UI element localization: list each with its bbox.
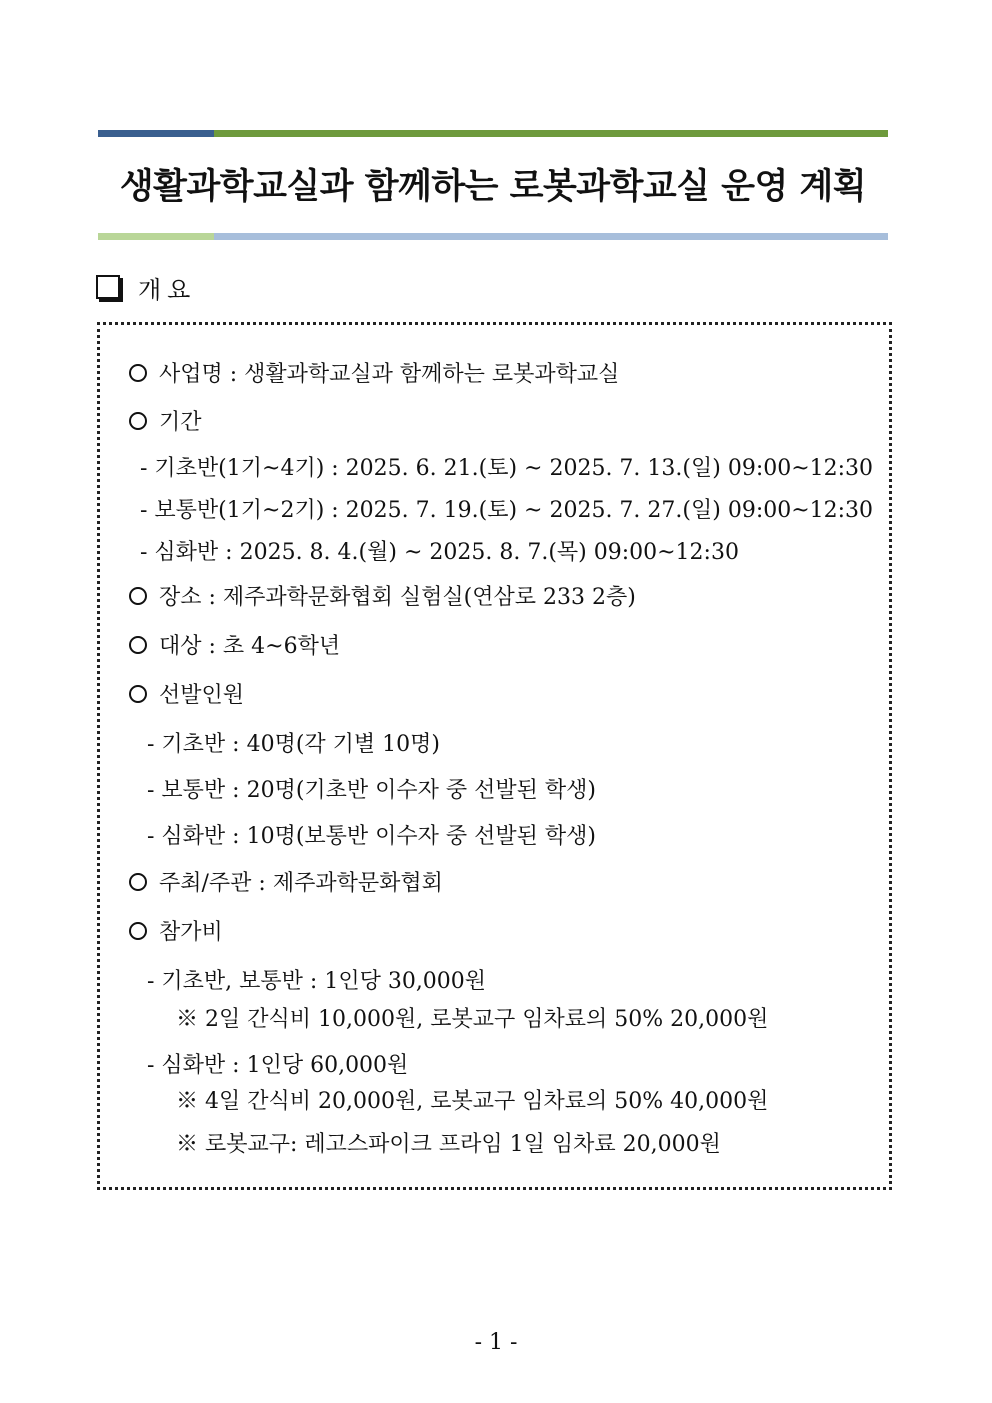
item-host: 주최/주관 : 제주과학문화협회 bbox=[129, 869, 443, 899]
item-business-name: 사업명 : 생활과학교실과 함께하는 로봇과학교실 bbox=[129, 360, 619, 390]
item-period: 기간 bbox=[129, 408, 202, 438]
robot-note: ※ 로봇교구: 레고스파이크 프라임 1일 임차료 20,000원 bbox=[176, 1132, 721, 1157]
item-selection: 선발인원 bbox=[129, 681, 244, 711]
checkbox-icon bbox=[96, 275, 120, 299]
circle-bullet-icon bbox=[129, 636, 147, 654]
page-number: - 1 - bbox=[474, 1330, 518, 1355]
fee-basic-note: ※ 2일 간식비 10,000원, 로봇교구 임차료의 50% 20,000원 bbox=[176, 1007, 769, 1032]
circle-bullet-icon bbox=[129, 364, 147, 382]
period-advanced: - 심화반 : 2025. 8. 4.(월) ~ 2025. 8. 7.(목) 09:00~12:30 bbox=[140, 540, 739, 565]
selection-advanced: - 심화반 : 10명(보통반 이수자 중 선발된 학생) bbox=[147, 824, 596, 849]
fee-advanced: - 심화반 : 1인당 60,000원 bbox=[147, 1053, 409, 1078]
circle-bullet-icon bbox=[129, 412, 147, 430]
item-target: 대상 : 초 4~6학년 bbox=[129, 632, 340, 662]
selection-normal: - 보통반 : 20명(기초반 이수자 중 선발된 학생) bbox=[147, 778, 596, 803]
top-decorative-rule bbox=[98, 130, 888, 137]
item-place: 장소 : 제주과학문화협회 실험실(연삼로 233 2층) bbox=[129, 583, 636, 613]
period-basic: - 기초반(1기~4기) : 2025. 6. 21.(토) ~ 2025. 7. 13.(일) 09:00~12:30 bbox=[140, 456, 874, 481]
document-title: 생활과학교실과 함께하는 로봇과학교실 운영 계획 bbox=[119, 167, 867, 207]
circle-bullet-icon bbox=[129, 685, 147, 703]
circle-bullet-icon bbox=[129, 873, 147, 891]
circle-bullet-icon bbox=[129, 922, 147, 940]
fee-basic: - 기초반, 보통반 : 1인당 30,000원 bbox=[147, 969, 487, 994]
section-label: 개요 bbox=[138, 275, 197, 304]
circle-bullet-icon bbox=[129, 587, 147, 605]
period-normal: - 보통반(1기~2기) : 2025. 7. 19.(토) ~ 2025. 7. 27.(일) 09:00~12:30 bbox=[140, 498, 874, 523]
selection-basic: - 기초반 : 40명(각 기별 10명) bbox=[147, 732, 440, 757]
section-heading bbox=[96, 272, 196, 302]
bottom-decorative-rule bbox=[98, 233, 888, 240]
fee-advanced-note: ※ 4일 간식비 20,000원, 로봇교구 임차료의 50% 40,000원 bbox=[176, 1089, 769, 1114]
item-fee: 참가비 bbox=[129, 918, 223, 948]
